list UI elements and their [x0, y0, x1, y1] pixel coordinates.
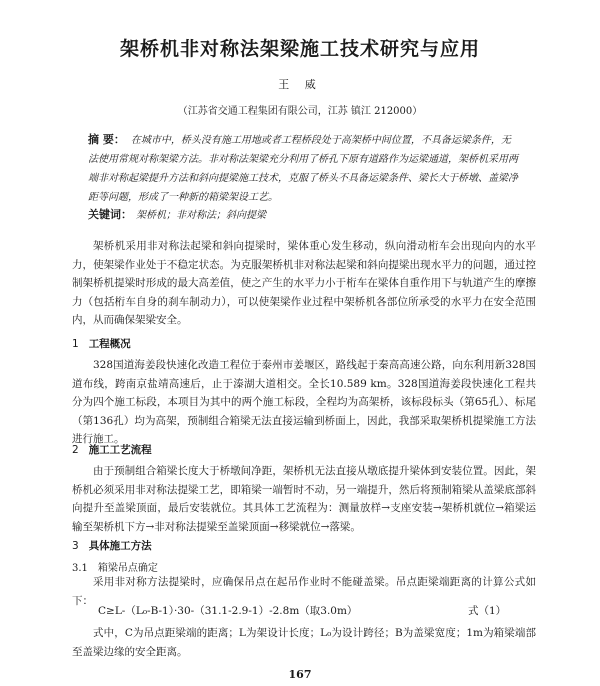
keywords-label: 关键词：: [88, 208, 132, 221]
section-2-text: 由于预制组合箱梁长度大于桥墩间净距，架桥机无法直接从墩底提升梁体到安装位置。因此，架桥机必须采用非对称法提梁工艺，即箱梁一端暂时不动，另一端提升，然后将预制箱梁从盖梁底部斜向提升至盖梁顶面，最后安装就位。其具体工艺流程为：测量放样→支座安装→架桥机就位→箱梁运输至架桥机下方→非对称法提梁至盖梁顶面→移梁就位→落梁。: [72, 465, 536, 533]
formula-note: [72, 624, 536, 661]
page-number: 167: [288, 668, 312, 681]
section-1-body: [72, 356, 536, 449]
formula: [98, 603, 518, 618]
section-heading-2: [72, 442, 152, 457]
section-number: 1: [72, 338, 79, 350]
section-heading-1: [72, 336, 131, 351]
formula-tag: 式（1）: [468, 605, 507, 617]
subsection-text: 采用非对称方法提梁时，应确保吊点在起吊作业时不能碰盖梁。吊点距梁端距离的计算公式如下：: [72, 576, 536, 607]
abstract-text: 在城市中，桥头没有施工用地或者工程桥段处于高架桥中间位置，不具备运梁条件，无法使用常规对称架梁方法。非对称法架梁充分利用了桥孔下原有道路作为运梁通道，架桥机采用两端非对称起梁提升方法和斜向提梁施工技术，克服了桥头不具备运梁条件、梁长大于桥墩、盖梁净距等问题，形成了一种新的箱梁架设工艺。: [88, 135, 518, 203]
intro-paragraph: [72, 237, 536, 330]
subsection-number: 3.1: [72, 563, 88, 574]
section-title: 施工工艺流程: [88, 444, 152, 456]
section-1-text: 328国道海姜段快速化改造工程位于泰州市姜堰区，路线起于秦高高速公路，向东利用新328国道布线，跨南京盐靖高速后，止于溱湖大道相交。全长10.589 km。328国道海姜段快速化工程共分为四个施工标段，本项目为其中的两个施工标段，全程均为高架桥，该标段标头（第65孔）、标尾（第136孔）均为高架，预制组合箱梁无法直接运输到桥面上，因此，我部采取架桥机提梁施工方法进行施工。: [72, 359, 536, 445]
formula-expression: C≥L-（L₀-B-1）·30-（31.1-2.9-1）-2.8m（取3.0m）: [98, 605, 358, 617]
author-name: 王 威: [278, 78, 322, 91]
intro-text: 架桥机采用非对称法起梁和斜向提梁时，梁体重心发生移动，纵向滑动桁车会出现向内的水平力，使架梁作业处于不稳定状态。为克服架桥机非对称法起梁和斜向提梁出现水平力的问题，通过控制架桥机提梁时形成的最大高差值，使之产生的水平力小于桁车在梁体自重作用下与轨道产生的摩擦力（包括桁车自身的刹车制动力），可以使架梁作业过程中架桥机各部位所承受的水平力在安全范围内，从而确保架梁安全。: [72, 240, 536, 326]
keywords: [88, 206, 520, 222]
section-title: 工程概况: [88, 338, 131, 350]
abstract: [88, 130, 520, 207]
section-number: 2: [72, 444, 79, 456]
subsection-heading: [72, 559, 158, 574]
section-title: 具体施工方法: [88, 540, 152, 552]
subsection-title: 箱梁吊点确定: [97, 563, 158, 574]
section-number: 3: [72, 540, 79, 552]
abstract-label: 摘 要：: [88, 133, 125, 146]
author-affiliation: （江苏省交通工程集团有限公司，江苏 镇江 212000）: [177, 106, 423, 117]
paper-title: 架桥机非对称法架梁施工技术研究与应用: [119, 38, 480, 60]
section-heading-3: [72, 538, 152, 553]
formula-note-text: 式中，C为吊点距梁端的距离；L为架设计长度；L₀为设计跨径；B为盖梁宽度；1m为箱梁端部至盖梁边缘的安全距离。: [72, 627, 536, 658]
keywords-text: 架桥机；非对称法；斜向提梁: [136, 210, 266, 221]
section-2-body: [72, 462, 536, 536]
